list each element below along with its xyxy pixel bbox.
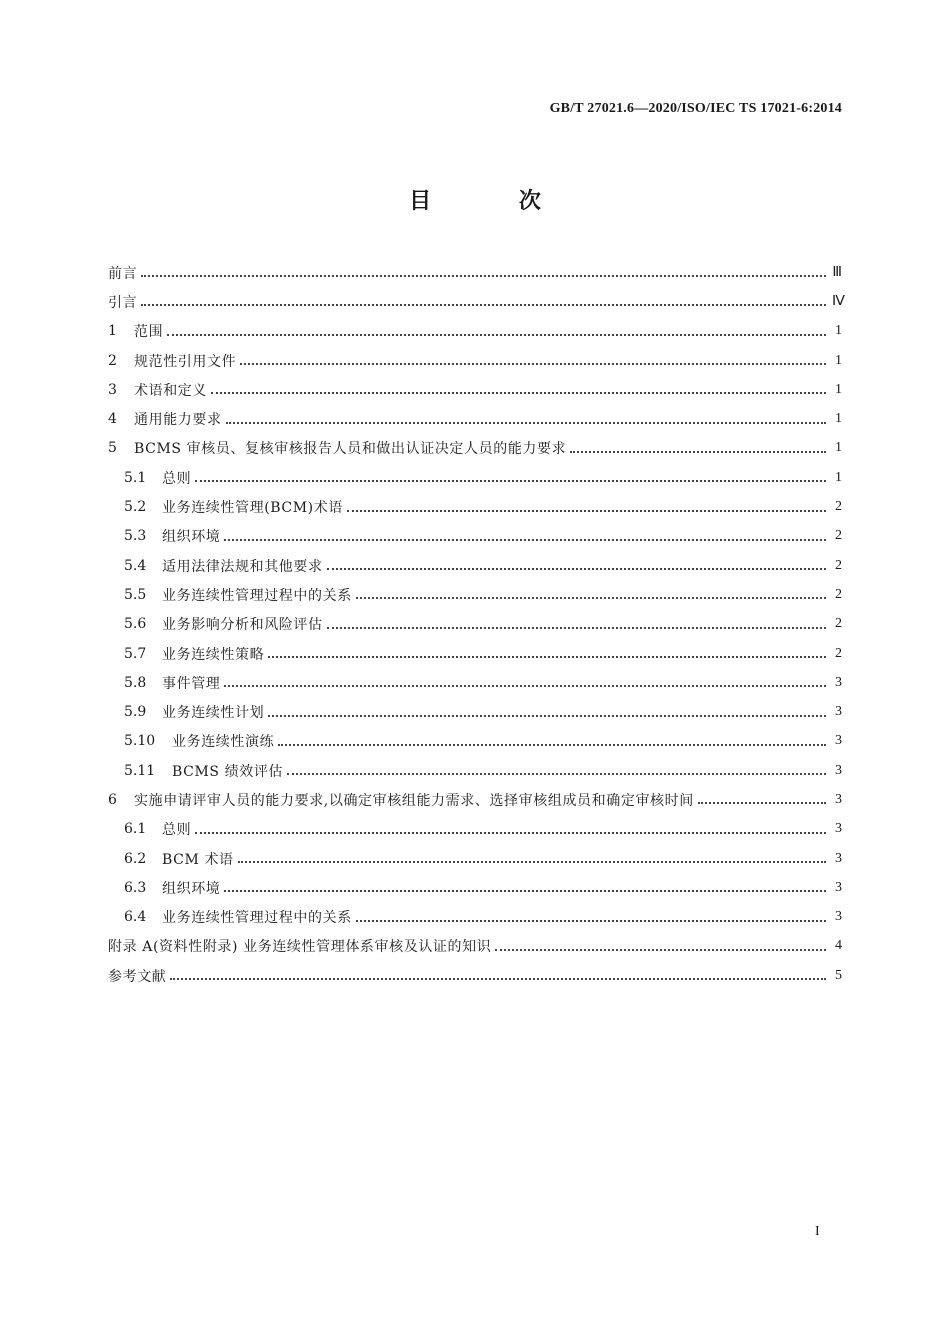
toc-entry[interactable] [108,404,842,433]
toc-entry-title: 组织环境 [162,529,221,546]
page-title: 目 次 [409,188,581,214]
toc-entry-number: 5.10 [124,733,156,750]
toc-entry-title: BCMS 审核员、复核审核报告人员和做出认证决定人员的能力要求 [134,441,567,458]
toc-entry[interactable] [108,785,842,814]
toc-entry-page: 5 [835,967,842,983]
toc-entry-number: 6 [108,791,117,808]
toc-entry[interactable] [108,815,842,844]
toc-entry[interactable] [108,756,842,785]
toc-entry-title: 总则 [162,822,192,839]
dot-leader [224,684,826,687]
toc-entry-title: 业务影响分析和风险评估 [162,617,323,634]
toc-entry-title: 组织环境 [162,880,221,897]
toc-entry-title: 实施申请评审人员的能力要求,以确定审核组能力需求、选择审核组成员和确定审核时间 [134,792,694,809]
toc-entry[interactable] [108,903,842,932]
dot-leader [224,889,826,892]
dot-leader [327,626,826,629]
toc-entry-page: 1 [835,381,842,397]
toc-entry-number: 6.4 [124,909,147,926]
toc-entry-page: 1 [835,323,842,339]
dot-leader [141,274,826,277]
toc-entry-number: 5.2 [124,499,147,516]
dot-leader [347,509,826,512]
dot-leader [238,860,826,863]
toc-entry-number: 5.5 [124,586,147,603]
toc-entry-page: 3 [835,821,842,837]
toc-entry-number: 4 [108,411,117,428]
toc-entry-page: 3 [835,704,842,720]
toc-entry[interactable] [108,844,842,873]
toc-entry-number: 2 [108,352,117,369]
toc-entry-title: 业务连续性管理(BCM)术语 [162,500,343,517]
toc-entry-number: 5 [108,440,117,457]
toc-entry[interactable] [108,610,842,639]
toc-entry-number: 5.6 [124,616,147,633]
toc-entry[interactable] [108,873,842,902]
toc-entry-page: 3 [835,879,842,895]
dot-leader [240,362,826,365]
toc-entry-page: 2 [835,499,842,515]
toc-entry-page: Ⅳ [832,294,845,310]
toc-entry[interactable] [108,287,845,316]
toc-entry-number: 3 [108,381,117,398]
toc-entry[interactable] [108,668,842,697]
toc-entry-number: 5.7 [124,645,147,662]
toc-entry-page: 4 [835,938,842,954]
toc-entry[interactable] [108,522,842,551]
toc-entry[interactable] [108,727,842,756]
toc-entry-title: 术语和定义 [134,382,207,399]
dot-leader [287,772,826,775]
toc-entry[interactable] [108,932,842,961]
dot-leader [226,421,826,424]
standard-code: GB/T 27021.6—2020/ISO/IEC TS 17021-6:2014 [549,101,842,116]
dot-leader [268,655,826,658]
toc-entry[interactable] [108,697,842,726]
toc-entry-title: 业务连续性管理过程中的关系 [162,910,352,927]
toc-entry[interactable] [108,492,842,521]
toc-entry[interactable] [108,961,842,990]
toc-entry[interactable] [108,463,842,492]
toc-entry-page: 3 [835,850,842,866]
toc-entry-title: 业务连续性演练 [172,734,275,751]
toc-entry-page: 3 [835,762,842,778]
toc-entry-title: 规范性引用文件 [134,353,237,370]
dot-leader [698,801,826,804]
dot-leader [224,538,826,541]
table-of-contents [108,258,845,990]
dot-leader [495,948,826,951]
dot-leader [570,450,826,453]
toc-entry-page: 2 [835,528,842,544]
dot-leader [211,391,826,394]
toc-entry-page: 1 [835,352,842,368]
toc-entry-title: BCM 术语 [162,851,234,868]
dot-leader [327,567,826,570]
toc-entry-page: 3 [835,733,842,749]
toc-entry[interactable] [108,639,842,668]
toc-entry-page: 2 [835,557,842,573]
dot-leader [141,303,826,306]
dot-leader [167,333,826,336]
toc-entry-title: 参考文献 [108,968,167,985]
toc-entry-title: 业务连续性管理过程中的关系 [162,587,352,604]
toc-entry-number: 5.8 [124,674,147,691]
dot-leader [268,714,826,717]
toc-entry-title: 前言 [108,265,138,282]
toc-entry[interactable] [108,317,842,346]
toc-entry-title: 通用能力要求 [134,412,222,429]
toc-entry-title: 范围 [134,324,164,341]
toc-entry-page: 3 [835,791,842,807]
page-number: I [815,1224,820,1239]
toc-entry-page: Ⅲ [832,265,842,281]
toc-entry-number: 5.1 [124,469,147,486]
toc-entry-page: 3 [835,909,842,925]
toc-entry[interactable] [108,375,842,404]
toc-entry[interactable] [108,346,842,375]
toc-entry-number: 6.3 [124,879,147,896]
toc-entry-number: 6.2 [124,850,147,867]
toc-entry-page: 3 [835,674,842,690]
toc-entry-title: 引言 [108,294,138,311]
toc-entry-title: 业务连续性策略 [162,646,265,663]
toc-entry-page: 1 [835,440,842,456]
toc-entry-number: 5.4 [124,557,147,574]
dot-leader [195,479,826,482]
toc-entry[interactable] [108,434,842,463]
toc-entry-page: 1 [835,411,842,427]
toc-entry-title: 总则 [162,470,192,487]
toc-entry-title: 适用法律法规和其他要求 [162,558,323,575]
toc-entry-page: 2 [835,645,842,661]
toc-entry-number: 5.9 [124,704,147,721]
toc-entry-page: 2 [835,616,842,632]
toc-entry-number: 6.1 [124,821,147,838]
toc-entry-title: 业务连续性计划 [162,705,265,722]
dot-leader [195,831,826,834]
toc-entry-title: 事件管理 [162,675,221,692]
toc-entry-title: BCMS 绩效评估 [172,763,284,780]
toc-entry[interactable] [108,551,842,580]
toc-entry-number: 5.11 [124,762,156,779]
toc-entry[interactable] [108,258,842,287]
toc-entry-page: 1 [835,469,842,485]
toc-entry-title: 附录 A(资料性附录) 业务连续性管理体系审核及认证的知识 [108,939,492,956]
dot-leader [278,743,826,746]
dot-leader [356,919,826,922]
toc-entry-page: 2 [835,586,842,602]
toc-entry-number: 1 [108,323,117,340]
dot-leader [170,977,826,980]
toc-entry[interactable] [108,580,842,609]
toc-entry-number: 5.3 [124,528,147,545]
dot-leader [356,596,826,599]
